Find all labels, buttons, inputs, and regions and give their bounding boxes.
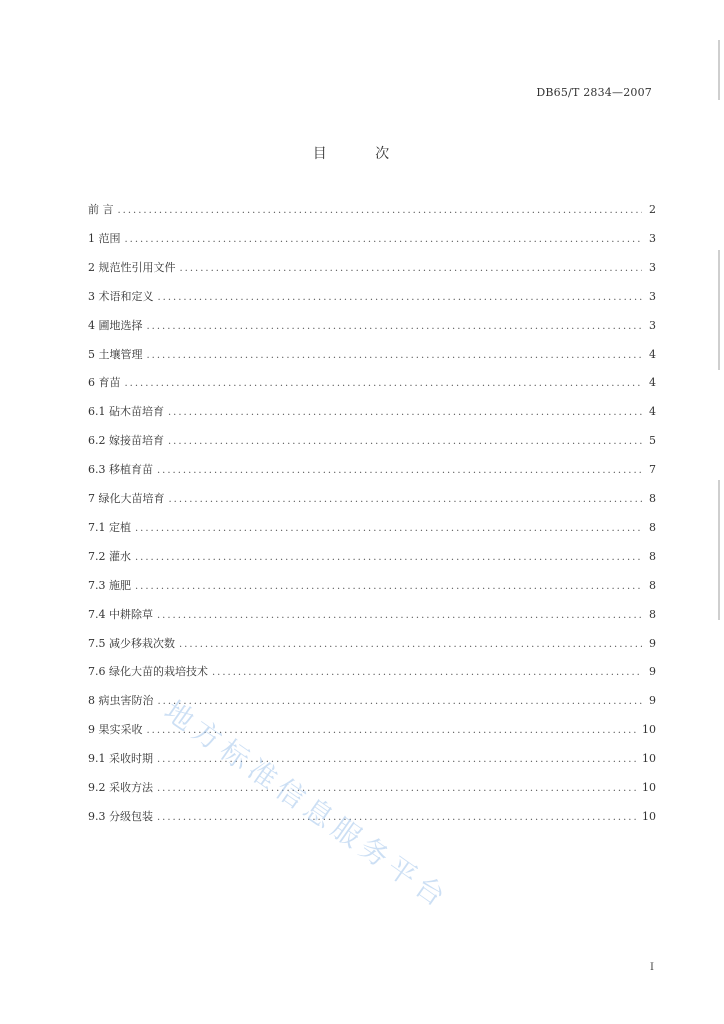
toc-entry-page: 3 <box>649 318 656 332</box>
toc-entry[interactable] <box>88 606 656 624</box>
toc-entry[interactable] <box>88 201 656 219</box>
toc-entry-label: 3 术语和定义 <box>88 289 154 303</box>
toc-entry-label: 7.2 灌水 <box>88 549 131 563</box>
toc-leader-dots <box>212 664 642 682</box>
toc-entry-page: 10 <box>642 723 656 737</box>
toc-leader-dots <box>125 375 643 393</box>
toc-entry-page: 7 <box>649 463 656 477</box>
toc-entry-page: 8 <box>649 578 656 592</box>
toc-leader-dots <box>135 520 642 538</box>
toc-entry-label: 7 绿化大苗培育 <box>88 492 165 505</box>
toc-entry-label: 5 土壤管理 <box>88 347 143 361</box>
toc-entry[interactable] <box>88 548 656 566</box>
toc-entry[interactable] <box>88 461 656 479</box>
toc-entry-label: 6 育苗 <box>88 376 121 390</box>
toc-entry-page: 10 <box>642 809 656 823</box>
toc-entry-page: 8 <box>649 549 656 563</box>
toc-entry-label: 4 圃地选择 <box>88 318 143 332</box>
toc-entry[interactable] <box>88 259 656 277</box>
toc-entry-label: 9.1 采收时期 <box>88 752 153 766</box>
toc-leader-dots <box>179 636 642 654</box>
toc-entry[interactable] <box>88 519 656 537</box>
toc-leader-dots <box>180 260 643 278</box>
toc-entry-page: 3 <box>649 231 656 245</box>
toc-entry-label: 6.2 嫁接苗培育 <box>88 434 164 448</box>
toc-entry-page: 9 <box>649 636 656 650</box>
toc-entry-page: 8 <box>649 520 656 534</box>
scan-edge-mark <box>718 40 720 100</box>
toc-leader-dots <box>168 404 642 422</box>
toc-entry[interactable] <box>88 346 656 364</box>
toc-entry-label: 前 言 <box>88 203 114 216</box>
toc-leader-dots <box>147 347 643 365</box>
toc-entry-page: 2 <box>649 203 656 216</box>
toc-leader-dots <box>157 780 638 798</box>
toc-entry-label: 7.4 中耕除草 <box>88 607 153 621</box>
toc-entry-page: 8 <box>649 492 656 505</box>
toc-entry[interactable] <box>88 230 656 248</box>
toc-entry-label: 1 范围 <box>88 231 121 245</box>
scan-edge-mark <box>718 250 720 370</box>
toc-entry[interactable] <box>88 635 656 653</box>
toc-entry-page: 4 <box>649 405 656 419</box>
toc-entry-page: 8 <box>649 607 656 621</box>
toc-entry-label: 9.2 采收方法 <box>88 781 153 794</box>
toc-entry-label: 9.3 分级包装 <box>88 809 153 823</box>
toc-entry[interactable] <box>88 750 656 768</box>
toc-leader-dots <box>135 578 642 596</box>
watermark: 地方标准信息服务平台 <box>158 694 456 917</box>
toc-entry-page: 5 <box>649 434 656 448</box>
toc-entry[interactable] <box>88 490 656 508</box>
toc-entry-label: 7.3 施肥 <box>88 578 131 592</box>
toc-entry[interactable] <box>88 779 656 797</box>
toc-leader-dots <box>158 693 643 711</box>
toc-leader-dots <box>125 231 643 249</box>
toc-entry-label: 6.1 砧木苗培育 <box>88 405 164 419</box>
toc-entry[interactable] <box>88 403 656 421</box>
toc-entry[interactable] <box>88 432 656 450</box>
toc-entry-page: 4 <box>649 376 656 390</box>
toc-entry-page: 3 <box>649 260 656 274</box>
toc-leader-dots <box>169 491 643 509</box>
toc-entry-label: 2 规范性引用文件 <box>88 260 176 274</box>
toc-entry-label: 9 果实采收 <box>88 723 143 737</box>
toc-leader-dots <box>118 202 643 220</box>
toc-leader-dots <box>157 809 638 827</box>
scan-edge-mark <box>718 480 720 620</box>
toc-entry-label: 6.3 移植育苗 <box>88 463 153 477</box>
toc-entry-page: 10 <box>642 781 656 794</box>
toc-entry[interactable] <box>88 288 656 306</box>
toc-entry-page: 9 <box>649 694 656 708</box>
toc-entry[interactable] <box>88 577 656 595</box>
toc-entry-page: 4 <box>649 347 656 361</box>
toc-leader-dots <box>135 549 642 567</box>
toc-leader-dots <box>168 433 642 451</box>
toc-leader-dots <box>157 462 642 480</box>
toc-title: 目 次 <box>312 146 412 162</box>
page-number: I <box>650 962 654 973</box>
toc-entry-label: 8 病虫害防治 <box>88 694 154 708</box>
toc-entry-page: 10 <box>642 752 656 766</box>
toc-leader-dots <box>158 289 643 307</box>
toc-entry[interactable] <box>88 374 656 392</box>
toc-entry[interactable] <box>88 663 656 681</box>
toc-entry-label: 7.6 绿化大苗的栽培技术 <box>88 665 208 679</box>
toc-entry-page: 9 <box>649 665 656 679</box>
toc-entry[interactable] <box>88 317 656 335</box>
toc-leader-dots <box>147 318 643 336</box>
toc-entry-label: 7.5 减少移栽次数 <box>88 636 175 650</box>
toc-entry[interactable] <box>88 808 656 826</box>
toc-entry-label: 7.1 定植 <box>88 520 131 534</box>
toc-leader-dots <box>157 607 642 625</box>
standard-code: DB65/T 2834—2007 <box>536 86 652 99</box>
toc-entry-page: 3 <box>649 289 656 303</box>
